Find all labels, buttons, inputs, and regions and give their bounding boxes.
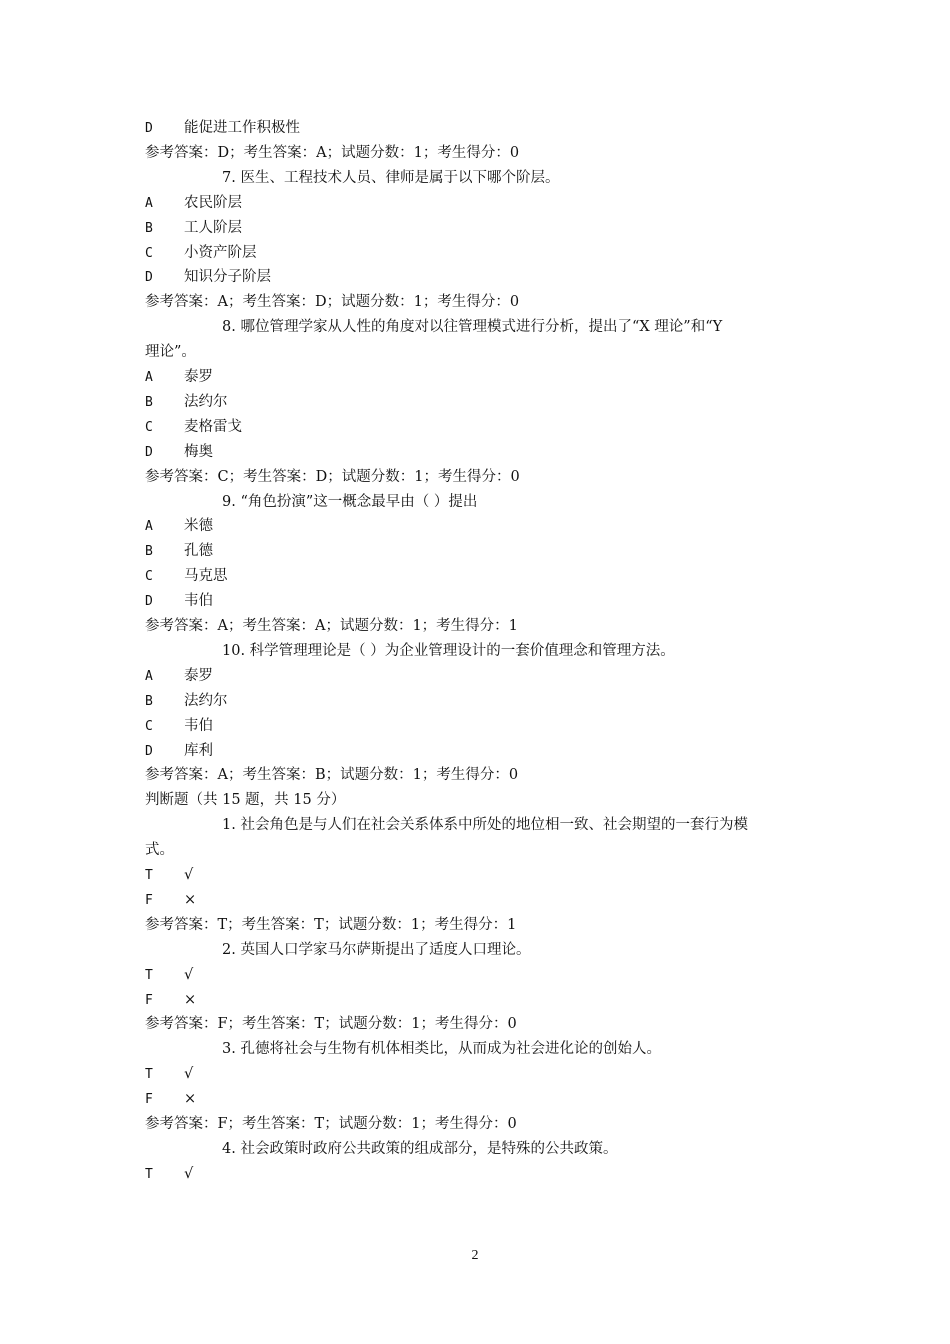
option-row — [145, 390, 228, 415]
option-row — [145, 888, 196, 913]
option-row — [145, 739, 213, 764]
section-heading: 判断题（共 15 题，共 15 分） — [145, 792, 346, 809]
question-text: 7. 医生、工程技术人员、律师是属于以下哪个阶层。 — [222, 169, 560, 186]
option-text: √ — [184, 1066, 194, 1083]
option-text: 麦格雷戈 — [184, 418, 242, 435]
option-key: B — [145, 220, 153, 236]
option-key: C — [145, 419, 153, 435]
option-key: F — [145, 1092, 153, 1108]
option-text: 小资产阶层 — [184, 244, 257, 261]
option-key: F — [145, 892, 153, 908]
option-key: A — [145, 195, 153, 211]
option-text: √ — [184, 867, 194, 883]
option-text: 工人阶层 — [184, 219, 242, 236]
option-text: √ — [184, 1165, 194, 1182]
option-key: B — [145, 394, 153, 410]
option-key: C — [145, 245, 153, 261]
option-key: A — [145, 668, 153, 684]
option-key: A — [145, 370, 153, 385]
option-key: D — [145, 444, 153, 460]
page-number: 2 — [471, 1248, 479, 1263]
answer-line: 参考答案：T；考生答案：T；试题分数：1；考生得分：1 — [145, 916, 517, 933]
option-key: F — [145, 992, 153, 1008]
option-text: 马克思 — [184, 568, 228, 585]
option-key: T — [145, 967, 153, 983]
question-continuation: 理论”。 — [145, 344, 196, 361]
option-row — [145, 440, 213, 465]
option-text: 韦伯 — [184, 717, 213, 734]
option-text: √ — [184, 966, 194, 983]
question-text: 1. 社会角色是与人们在社会关系体系中所处的地位相一致、社会期望的一套行为模 — [222, 817, 748, 834]
option-row — [145, 514, 213, 539]
option-text: × — [184, 991, 197, 1008]
question-text: 2. 英国人口学家马尔萨斯提出了适度人口理论。 — [222, 941, 531, 958]
option-row — [145, 365, 213, 390]
option-text: 泰罗 — [184, 369, 213, 385]
option-text: 泰罗 — [184, 667, 213, 684]
option-text: 知识分子阶层 — [184, 269, 271, 286]
option-row — [145, 539, 213, 564]
option-text: 农民阶层 — [184, 194, 242, 211]
option-row — [145, 689, 228, 714]
question-text: 8. 哪位管理学家从人性的角度对以往管理模式进行分析，提出了“X 理论”和“Y — [222, 319, 723, 336]
option-row — [145, 1162, 193, 1187]
question-continuation: 式。 — [145, 842, 174, 859]
option-key: T — [145, 868, 153, 883]
option-row — [145, 664, 213, 689]
option-text: 米德 — [184, 518, 213, 535]
option-key: T — [145, 1166, 153, 1182]
answer-line: 参考答案：A；考生答案：B；试题分数：1；考生得分：0 — [145, 767, 519, 784]
answer-line: 参考答案：C；考生答案：D；试题分数：1；考生得分：0 — [145, 468, 520, 485]
option-text: 法约尔 — [184, 692, 228, 709]
question-text: 4. 社会政策时政府公共政策的组成部分，是特殊的公共政策。 — [222, 1140, 618, 1157]
option-key: B — [145, 693, 153, 709]
option-key: D — [145, 594, 153, 610]
option-row — [145, 589, 213, 614]
option-text: × — [184, 891, 197, 908]
answer-line: 参考答案：F；考生答案：T；试题分数：1；考生得分：0 — [145, 1016, 517, 1033]
option-key: D — [145, 121, 153, 136]
option-text: 孔德 — [184, 543, 213, 560]
option-key: D — [145, 270, 153, 286]
option-row — [145, 191, 242, 216]
option-text: 法约尔 — [184, 393, 228, 410]
option-row — [145, 714, 213, 739]
option-row — [145, 1062, 193, 1087]
option-row — [145, 241, 257, 266]
option-row — [145, 415, 242, 440]
option-row — [145, 564, 228, 589]
option-key: A — [145, 519, 153, 535]
option-row — [145, 963, 193, 988]
answer-line: 参考答案：A；考生答案：D；试题分数：1；考生得分：0 — [145, 294, 520, 311]
question-text: 9. “角色扮演”这一概念最早由（ ）提出 — [222, 493, 478, 510]
question-text: 3. 孔德将社会与生物有机体相类比，从而成为社会进化论的创始人。 — [222, 1041, 661, 1058]
option-row — [145, 1087, 196, 1112]
option-row — [145, 265, 271, 290]
option-key: C — [145, 569, 153, 585]
option-text: 韦伯 — [184, 593, 213, 610]
option-key: B — [145, 544, 153, 560]
option-key: D — [145, 743, 153, 759]
option-text: 能促进工作积极性 — [184, 120, 300, 136]
option-key: T — [145, 1067, 153, 1083]
option-key: C — [145, 718, 153, 734]
option-row — [145, 988, 196, 1013]
answer-line: 参考答案：D；考生答案：A；试题分数：1；考生得分：0 — [145, 144, 520, 161]
option-row — [145, 216, 242, 241]
option-text: 梅奥 — [184, 443, 213, 460]
option-row — [145, 116, 300, 141]
option-text: 库利 — [184, 742, 213, 759]
option-text: × — [184, 1091, 197, 1108]
answer-line: 参考答案：A；考生答案：A；试题分数：1；考生得分：1 — [145, 618, 518, 634]
question-text: 10. 科学管理理论是（ ）为企业管理设计的一套价值理念和管理方法。 — [222, 642, 675, 659]
answer-line: 参考答案：F；考生答案：T；试题分数：1；考生得分：0 — [145, 1116, 517, 1132]
option-row — [145, 863, 193, 888]
